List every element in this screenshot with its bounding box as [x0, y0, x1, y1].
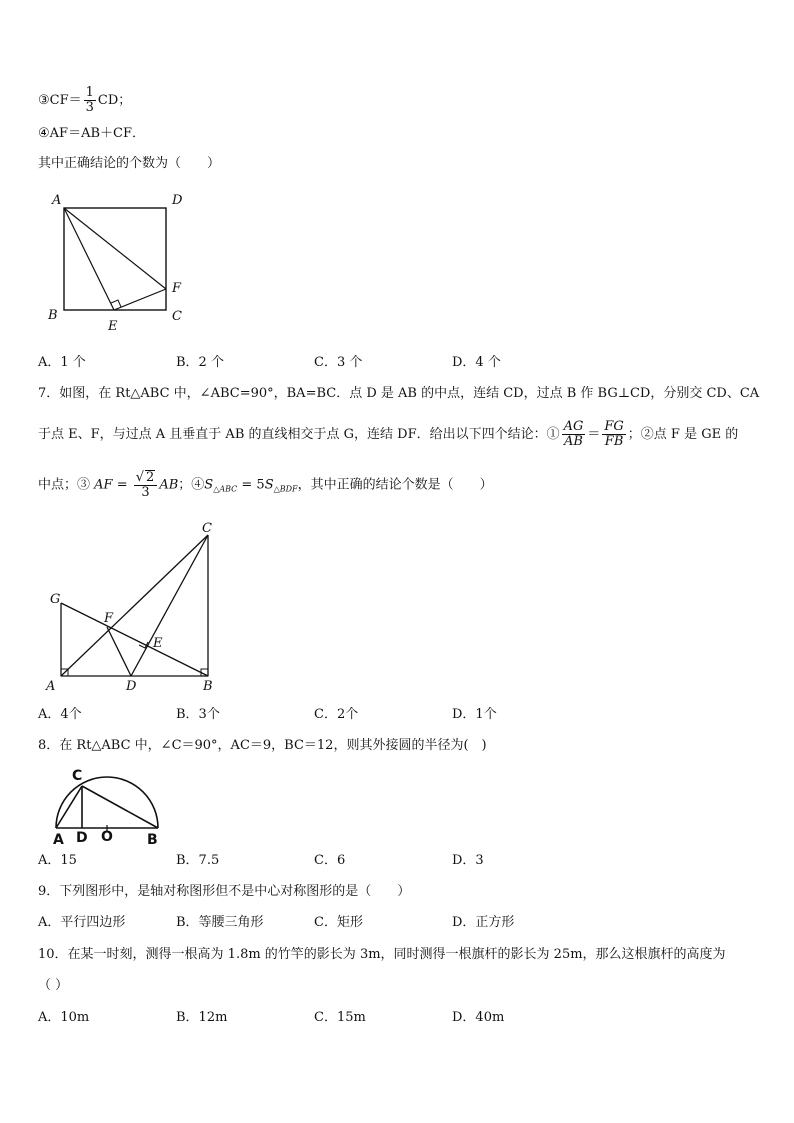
label-c: C [72, 768, 83, 784]
q7-line-2-suffix: ；②点 F 是 GE 的 [627, 427, 739, 442]
q6-item-4: ④AF＝AB＋CF． [38, 126, 145, 141]
label-f: F [104, 611, 114, 626]
segment-cb [82, 786, 158, 828]
equals-sign: ＝ [587, 427, 601, 442]
label-c: C [202, 521, 212, 536]
label-d: D [172, 193, 183, 208]
q8-option-b[interactable]: B．7.5 [176, 853, 220, 868]
q7-equals-5: = 5 [237, 477, 265, 493]
q10-line-1: 10．在某一时刻，测得一根高为 1.8m 的竹竿的影长为 3m，同时测得一根旗杆的影长为 25m，那么这根旗杆的高度为 [38, 947, 726, 962]
q6-option-a[interactable]: A．1 个 [38, 355, 86, 370]
label-b: B [203, 679, 213, 694]
fraction-denominator: 3 [141, 485, 150, 500]
q7-line-3-prefix: 中点；③ [38, 477, 95, 493]
q7-ab: AB [159, 477, 179, 493]
q6-option-c[interactable]: C．3 个 [314, 355, 363, 370]
label-a: A [52, 193, 62, 208]
q7-line-3: 中点；③ AF = $\frac{√ 2}{3}$ AB；$④S_{\triangle ABC} = 5S_{\triangle BDF}$，其中正确的结论个数是（ ） [38, 470, 493, 500]
q9-option-a[interactable]: A．平行四边形 [38, 915, 126, 930]
q6-option-b[interactable]: B．2 个 [176, 355, 224, 370]
sqrt-radicand: 2 [146, 470, 155, 485]
label-b: B [48, 308, 58, 323]
q8-option-c[interactable]: C．6 [314, 853, 346, 868]
q7-fraction-sqrt2-3: $\frac{√ 2}{3}$ [134, 470, 158, 500]
q7-line-2-prefix: 于点 E、F，与过点 A 且垂直于 AB 的直线相交于点 G，连结 DF．给出以下四个结论：① [38, 427, 560, 442]
q8-text: 8．在 Rt△ABC 中，∠C＝90°，AC＝9，BC＝12，则其外接圆的半径为( ) [38, 738, 487, 753]
label-e: E [108, 319, 118, 334]
q6-option-d[interactable]: D．4 个 [452, 355, 501, 370]
label-g: G [50, 592, 61, 607]
q10-option-a[interactable]: A．10m [38, 1010, 90, 1025]
label-e: E [153, 636, 163, 651]
fraction-numerator: FG [604, 419, 624, 434]
fraction-numerator: AG [563, 419, 584, 434]
q10-option-c[interactable]: C．15m [314, 1010, 366, 1025]
q9-option-d[interactable]: D．正方形 [452, 915, 515, 930]
q10-option-d[interactable]: D．40m [452, 1010, 505, 1025]
label-d: D [126, 679, 137, 694]
q7-area-bdf-sub: △BDF [273, 484, 298, 494]
q7-area-abc-sub: △ABC [213, 484, 238, 494]
q8-option-d[interactable]: D．3 [452, 853, 484, 868]
q7-area-abc: S [204, 477, 214, 493]
label-a: A [46, 679, 56, 694]
label-d: D [76, 830, 88, 846]
q6-question: 其中正确结论的个数为（ ） [38, 156, 221, 171]
fraction-denominator: AB [564, 434, 583, 449]
q10-line-2: （ ） [38, 978, 69, 993]
label-f: F [172, 281, 182, 296]
fraction-denominator: FB [604, 434, 624, 449]
q9-text: 9．下列图形中，是轴对称图形但不是中心对称图形的是（ ） [38, 884, 411, 899]
fraction-denominator: 3 [85, 100, 94, 115]
label-c: C [172, 309, 182, 324]
q8-option-a[interactable]: A．15 [38, 853, 77, 868]
q7-area-bdf: S [264, 477, 274, 493]
q9-option-b[interactable]: B．等腰三角形 [176, 915, 264, 930]
q7-line-3-suffix: ，其中正确的结论个数是（ ） [297, 477, 493, 493]
q10-option-b[interactable]: B．12m [176, 1010, 228, 1025]
q7-af: AF [94, 477, 113, 493]
q7-option-a[interactable]: A．4个 [38, 707, 82, 722]
q7-option-b[interactable]: B．3个 [176, 707, 220, 722]
label-a: A [53, 832, 64, 848]
q6-item-3-suffix: CD； [97, 93, 132, 108]
q9-option-c[interactable]: C．矩形 [314, 915, 363, 930]
fraction-numerator: 1 [85, 85, 94, 100]
q7-line-1: 7．如图，在 Rt△ABC 中，∠ABC=90°，BA=BC．点 D 是 AB 的中点，连结 CD，过点 B 作 BG⊥CD，分别交 CD、CA [38, 386, 760, 401]
q7-option-c[interactable]: C．2个 [314, 707, 359, 722]
q7-separator: ；④ [178, 477, 205, 493]
q7-option-d[interactable]: D．1个 [452, 707, 497, 722]
label-b: B [147, 832, 158, 848]
q6-item-3-prefix: ③CF＝ [38, 93, 82, 108]
label-o: O [101, 829, 113, 845]
